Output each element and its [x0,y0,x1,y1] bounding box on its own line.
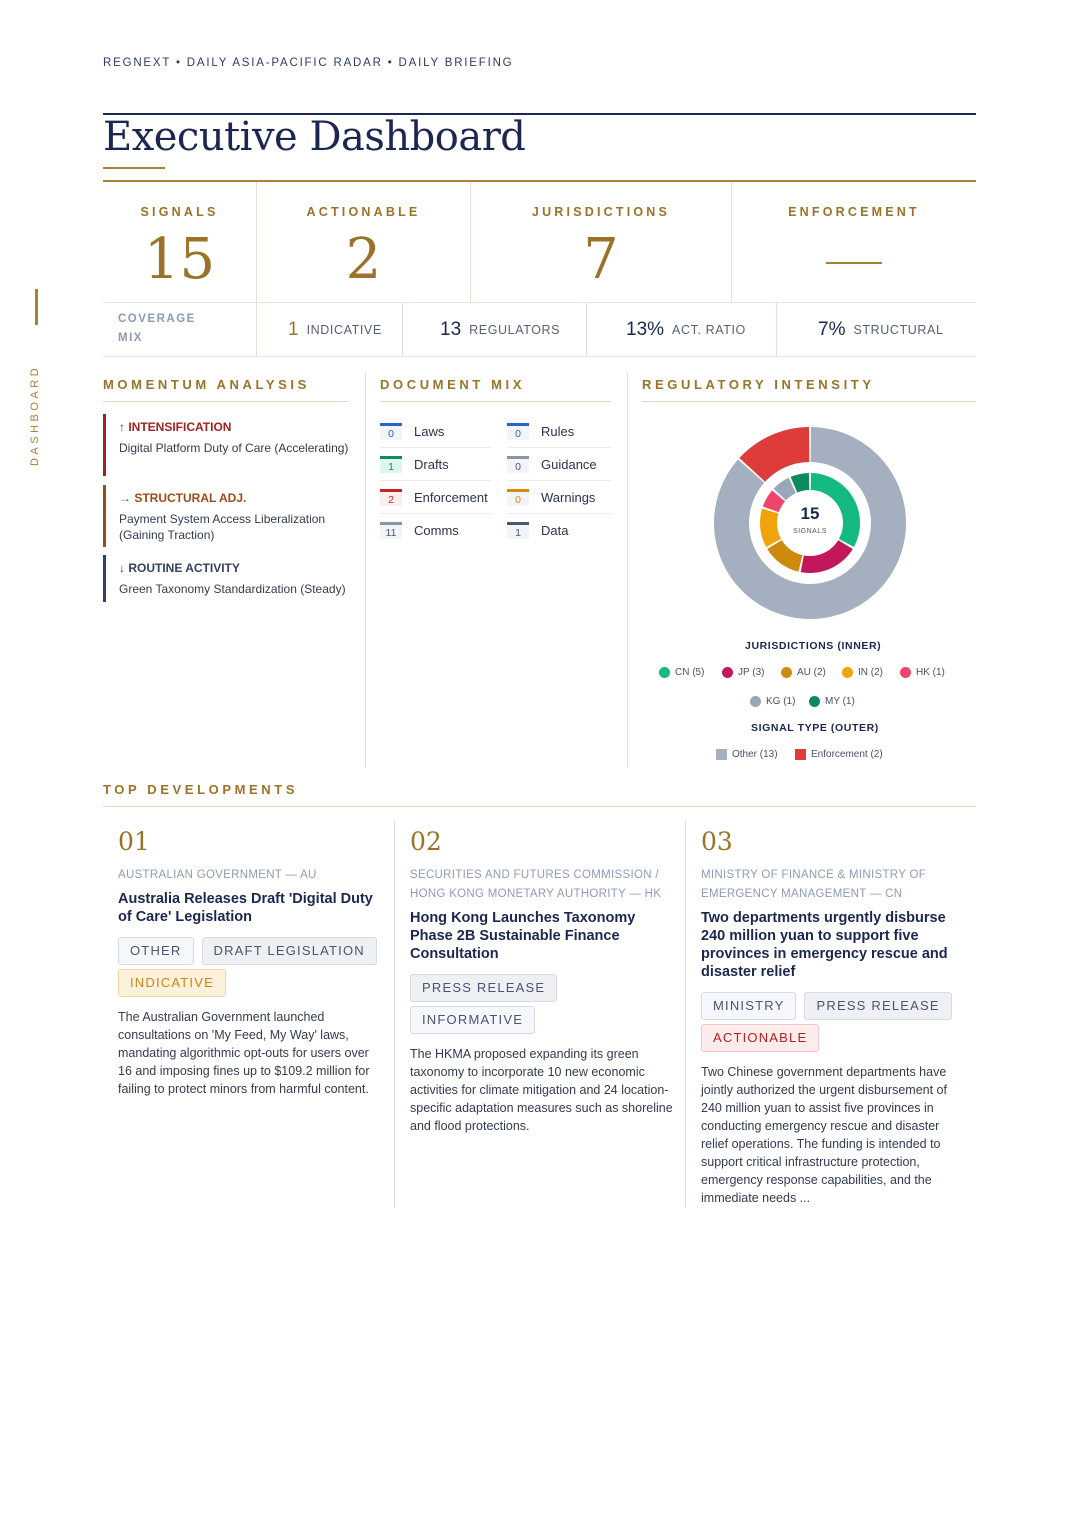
card-source: MINISTRY OF FINANCE & MINISTRY OF EMERGENCY MANAGEMENT — CN [701,869,927,900]
legend-swatch [750,696,761,707]
kpi-signals [103,182,256,302]
doc-count-badge: 1 [380,456,402,473]
legend-label: JP (3) [738,667,765,678]
momentum-text: Digital Platform Duty of Care (Accelerating) [119,441,349,455]
momentum-heading: ↓ ROUTINE ACTIVITY [119,561,240,575]
momentum-item [103,485,353,547]
kpi-label: ENFORCEMENT [788,205,920,219]
doc-label: Warnings [541,489,596,505]
donut-center-value: 15 [800,504,820,523]
doc-count-badge: 0 [507,423,529,440]
legend-label: CN (5) [675,667,705,678]
mix-label: ACT. RATIO [672,322,746,337]
card-tags [118,937,383,997]
divider [103,356,976,357]
legend-enforcement [795,749,883,760]
legend-other [716,749,778,760]
doc-label: Comms [414,523,459,538]
mix-value: 13 [440,318,462,340]
doc-mix-item [380,514,491,547]
kpi-value: 2 [345,227,382,292]
mix-label: INDICATIVE [306,322,382,337]
divider [402,303,403,356]
doc-count-badge: 1 [507,522,529,539]
doc-mix-item [380,448,491,481]
tag-badge: INFORMATIVE [410,1006,535,1034]
doc-mix-item [507,514,611,547]
card-number: 01 [118,827,150,856]
tag-badge: PRESS RELEASE [804,992,951,1020]
coverage-label-line: COVERAGE [118,313,196,325]
kpi-label: ACTIONABLE [306,205,421,219]
card-number: 03 [701,827,733,856]
divider [731,182,732,302]
doc-mix-item [380,415,491,448]
development-card [410,822,675,1135]
coverage-label-line: MIX [118,332,143,344]
doc-label: Enforcement [414,489,488,505]
divider [365,372,366,768]
legend-in [842,667,883,678]
mix-regulators [440,303,560,356]
card-body: Two Chinese government departments have jointly authorized the urgent disbursement of 240 million yuan to assist five provinces in conducting emergency rescue and disaster relief operations. The funding is intended to support critical infrastructure protection, emergency response capabilities, and the immediate needs ... [701,1065,947,1205]
mix-value: 1 [288,318,299,340]
card-tags [410,974,675,1034]
legend-my [809,696,855,707]
tag-badge: PRESS RELEASE [410,974,557,1002]
kpi-actionable [257,182,470,302]
legend-swatch [900,667,911,678]
divider [256,182,257,356]
doc-count-badge: 2 [380,489,402,506]
side-section-label: DASHBOARD [29,364,41,466]
kpi-enforcement [732,182,976,302]
momentum-text: Payment System Access Liberalization (Gaining Traction) [119,512,326,542]
momentum-item [103,414,353,476]
doc-count-badge: 0 [380,423,402,440]
donut-center [777,490,843,556]
section-rule [642,401,976,402]
tag-badge: OTHER [118,937,194,965]
kpi-label: JURISDICTIONS [531,205,671,219]
intensity-donut-chart [710,423,910,623]
kpi-empty-dash [826,262,882,264]
legend-swatch [795,749,806,760]
card-headline[interactable]: Hong Kong Launches Taxonomy Phase 2B Sustainable Finance Consultation [410,910,636,962]
legend-label: Other (13) [732,749,778,760]
tag-badge: MINISTRY [701,992,796,1020]
legend-jp [722,667,765,678]
legend-cn [659,667,704,678]
legend-au [781,667,826,678]
legend-label: IN (2) [858,667,883,678]
mix-value: 13% [626,318,665,340]
legend-label: AU (2) [797,667,826,678]
tag-badge: ACTIONABLE [701,1024,819,1052]
development-card [118,822,383,1098]
momentum-text: Green Taxonomy Standardization (Steady) [119,582,346,596]
title-underline [103,167,165,169]
card-source: AUSTRALIAN GOVERNMENT — AU [118,869,317,881]
card-body: The HKMA proposed expanding its green taxonomy to incorporate 10 new economic activities for climate mitigation and 24 location-specific adaptation measures such as shoreline and flood protections. [410,1047,673,1133]
section-rule [380,401,611,402]
section-rule [103,806,976,807]
legend-hk [900,667,945,678]
mix-structural [818,303,944,356]
legend-swatch [809,696,820,707]
divider [776,303,777,356]
card-headline[interactable]: Two departments urgently disburse 240 million yuan to support five provinces in emergency rescue and disaster relief [701,910,948,980]
doc-mix-item [507,481,611,514]
divider [627,372,628,768]
card-source: SECURITIES AND FUTURES COMMISSION / HONG KONG MONETARY AUTHORITY — HK [410,869,662,900]
mix-value: 7% [818,318,846,340]
doc-mix-item [507,448,611,481]
kpi-jurisdictions [471,182,731,302]
development-card [701,822,969,1207]
momentum-heading: → STRUCTURAL ADJ. [119,491,247,505]
divider [470,182,471,302]
divider [394,820,395,1208]
mix-label: REGULATORS [469,322,561,337]
mix-label: STRUCTURAL [853,322,944,337]
doc-label: Laws [414,423,445,439]
momentum-heading: ↑ INTENSIFICATION [119,420,232,434]
inner-legend-title: JURISDICTIONS (INNER) [745,640,882,652]
outer-legend-title: SIGNAL TYPE (OUTER) [751,722,879,734]
legend-label: KG (1) [766,696,796,707]
doc-count-badge: 0 [507,489,529,506]
legend-swatch [659,667,670,678]
mix-indicative [288,303,382,356]
legend-swatch [781,667,792,678]
kpi-label: SIGNALS [140,205,219,219]
legend-swatch [722,667,733,678]
doc-count-badge: 11 [380,522,402,539]
mix-act-ratio [626,303,746,356]
doc-mix-item [507,415,611,448]
doc-label: Data [541,523,569,538]
doc-count-badge: 0 [507,456,529,473]
kpi-value: 7 [583,227,619,292]
doc-label: Rules [541,423,575,439]
coverage-mix-label [118,310,196,348]
doc-label: Guidance [541,456,597,472]
legend-label: HK (1) [916,667,945,678]
legend-label: Enforcement (2) [811,749,883,760]
document-mix-title: DOCUMENT MIX [380,377,526,392]
kpi-value: 15 [143,227,216,292]
breadcrumb: REGNEXT • DAILY ASIA-PACIFIC RADAR • DAILY BRIEFING [103,57,514,69]
side-accent-bar [35,289,38,325]
card-tags [701,992,969,1052]
legend-kg [750,696,795,707]
card-number: 02 [410,827,442,856]
card-body: The Australian Government launched consultations on 'My Feed, My Way' laws, mandating algorithmic opt-outs for users over 16 and imposing fines up to $109.2 million for failing to protect minors from harmful content. [118,1010,370,1096]
divider [586,303,587,356]
legend-swatch [842,667,853,678]
tag-badge: DRAFT LEGISLATION [202,937,377,965]
legend-swatch [716,749,727,760]
doc-mix-item [380,481,491,514]
donut-center-label: SIGNALS [793,528,827,535]
page-title: Executive Dashboard [103,114,526,160]
intensity-title: REGULATORY INTENSITY [642,377,875,392]
divider [685,820,686,1208]
top-developments-title: TOP DEVELOPMENTS [103,782,299,797]
tag-badge: INDICATIVE [118,969,226,997]
card-headline[interactable]: Australia Releases Draft 'Digital Duty of Care' Legislation [118,891,373,925]
section-rule [103,401,349,402]
legend-label: MY (1) [825,696,855,707]
doc-label: Drafts [414,456,449,472]
momentum-item [103,555,353,602]
momentum-title: MOMENTUM ANALYSIS [103,377,310,392]
